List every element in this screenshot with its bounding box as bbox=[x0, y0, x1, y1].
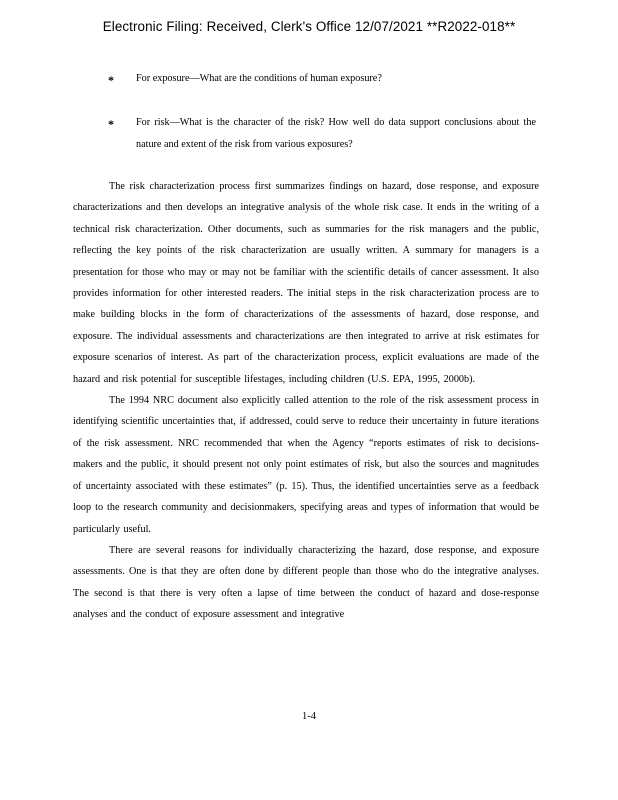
bullet-marker: * bbox=[108, 117, 114, 131]
bullet-text-exposure: For exposure—What are the conditions of human exposure? bbox=[136, 73, 382, 84]
paragraph-nrc-document: The 1994 NRC document also explicitly called attention to the role of the risk assessment process in identifying scientific uncertainties that, if addressed, could serve to reduce their uncertainty in future iterations of the risk assessment. NRC recommended that when the Agency “reports estimates of risk to decisions-makers and the public, it should present not only point estimates of risk, but also the sources and magnitudes of uncertainty associated with these estimates” (p. 15). Thus, the identified uncertainties serve as a feedback loop to the research community and decisionmakers, specifying areas and types of information that would be particularly useful. bbox=[73, 395, 539, 535]
page-number: 1-4 bbox=[302, 711, 316, 722]
paragraph-several-reasons: There are several reasons for individually characterizing the hazard, dose response, and exposure assessments. One is that they are often done by different people than those who do the integrative analyses. The second is that there is very often a lapse of time between the conduct of hazard and dose-response analyses and the conduct of exposure assessment and integrative bbox=[73, 544, 539, 621]
body-text bbox=[73, 176, 539, 626]
bullet-text-risk: For risk—What is the character of the risk? How well do data support conclusions about the nature and extent of the risk from various exposures? bbox=[136, 117, 536, 150]
paragraph-risk-characterization: The risk characterization process first summarizes findings on hazard, dose response, and exposure characterizations and then develops an integrative analysis of the whole risk case. It ends in the writing of a technical risk characterization. Other documents, such as summaries for the risk managers and the public, reflecting the key points of the risk characterization are usually written. A summary for managers is a presentation for those who may or may not be familiar with the scientific details of cancer assessment. It also provides information for other interested readers. The initial steps in the risk characterization process are to make building blocks in the form of characterizations of the assessments of hazard, dose response, and exposure. The individual assessments and characterizations are then integrated to arrive at risk estimates for exposure scenarios of interest. As part of the characterization process, explicit evaluations are made of the hazard and risk potential for susceptible lifestages, including children (U.S. EPA, 1995, 2000b). bbox=[73, 181, 539, 385]
bullet-marker: * bbox=[108, 73, 114, 87]
filing-stamp-header: Electronic Filing: Received, Clerk's Office 12/07/2021 **R2022-018** bbox=[102, 19, 516, 34]
